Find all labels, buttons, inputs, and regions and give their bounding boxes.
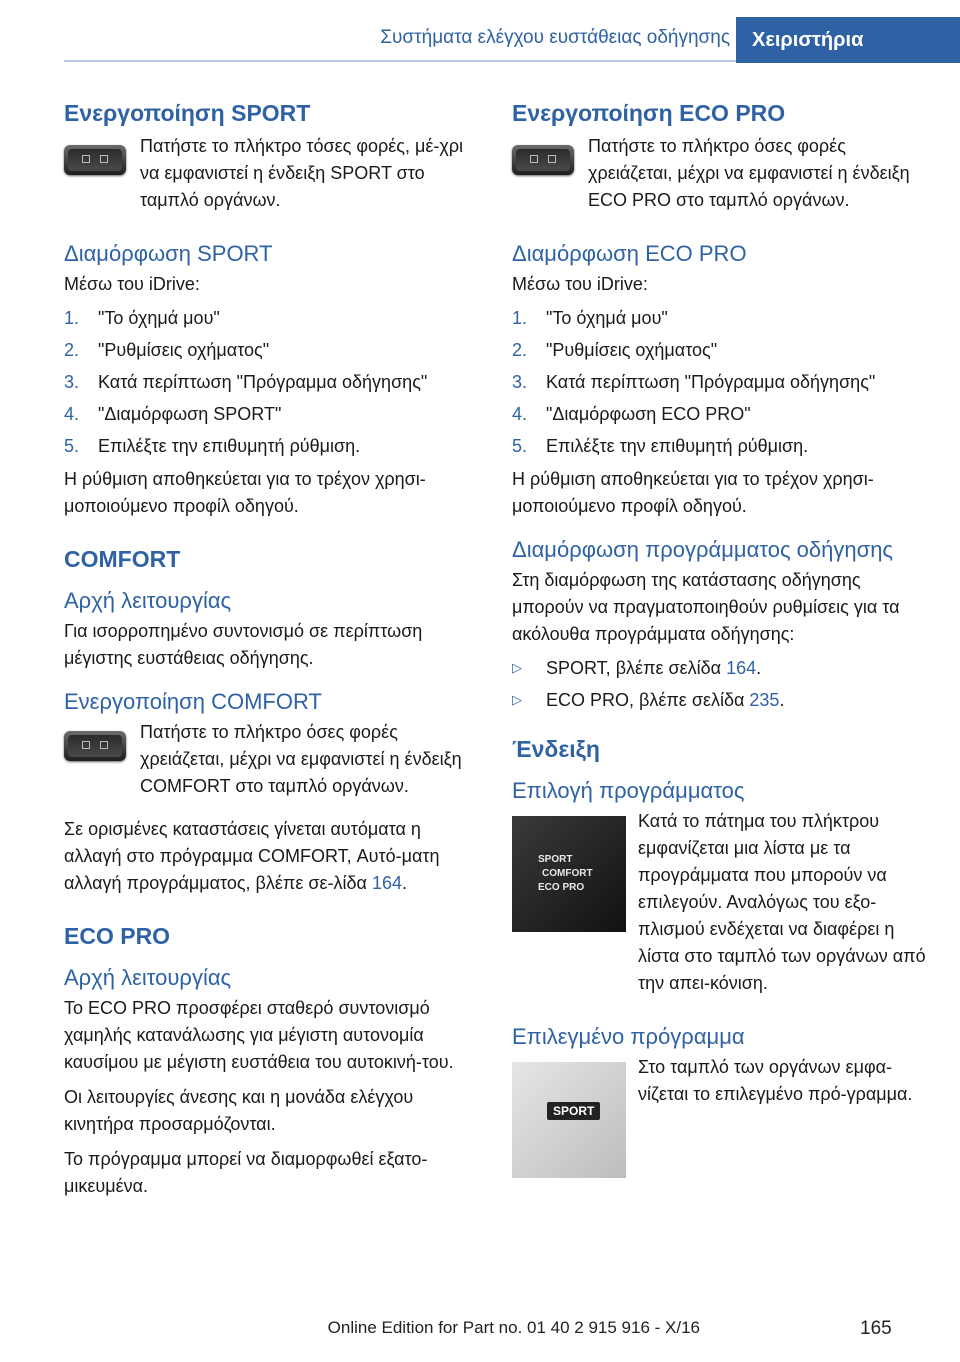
list-item: ▷ ECO PRO, βλέπε σελίδα 235.: [512, 684, 928, 716]
list-item: 1. "Το όχημά μου": [512, 308, 668, 328]
right-column: [512, 100, 928, 1178]
heading-sport-on: Ενεργοποίηση SPORT: [64, 100, 311, 126]
list-item: 2. "Ρυθμίσεις οχήματος": [64, 340, 270, 360]
selected-program-screen: [512, 1062, 626, 1178]
eco-text-2: Οι λειτουργίες άνεσης και η μονάδα ελέγχου κινητήρα προσαρμόζονται.: [64, 1087, 414, 1134]
program-list-screen: SPORT COMFORT ECO PRO: [512, 816, 626, 932]
selected-program-text: Στο ταμπλό των οργάνων εμφα-νίζεται το επιλεγμένο πρό-γραμμα.: [638, 1057, 913, 1104]
sport-badge: SPORT: [547, 1102, 600, 1120]
select-program-block: [512, 808, 928, 997]
list-item: 4. "Διαμόρφωση SPORT": [64, 404, 282, 424]
prog-cfg-list: [512, 652, 928, 716]
list-item: 3. Κατά περίπτωση "Πρόγραμμα οδήγησης": [512, 372, 876, 392]
drive-mode-switch-icon: [64, 145, 126, 175]
list-item: 2. "Ρυθμίσεις οχήματος": [512, 340, 718, 360]
list-item: 5. Επιλέξτε την επιθυμητή ρύθμιση.: [64, 436, 361, 456]
prog-cfg-text: Στη διαμόρφωση της κατάστασης οδήγησης μπορούν να πραγματοποιηθούν ρυθμίσεις για τα ακόλουθα προγράμματα οδήγησης:: [512, 570, 900, 644]
triangle-bullet-icon: ▷: [512, 692, 522, 707]
selected-program-block: [512, 1054, 928, 1178]
heading-eco-on: Ενεργοποίηση ECO PRO: [512, 100, 786, 126]
eco-on-text: Πατήστε το πλήκτρο όσες φορές χρειάζεται, μέχρι να εμφανιστεί η ένδειξη ECO PRO στο ταμπλό οργάνων.: [588, 136, 910, 210]
eco-cfg-intro: Μέσω του iDrive:: [512, 274, 648, 294]
sport-on-text: Πατήστε το πλήκτρο τόσες φορές, μέ-χρι να εμφανιστεί η ένδειξη SPORT στο ταμπλό οργάνων.: [140, 136, 464, 210]
heading-comfort: COMFORT: [64, 546, 181, 572]
list-item: 4. "Διαμόρφωση ECO PRO": [512, 404, 751, 424]
comfort-auto-text: Σε ορισμένες καταστάσεις γίνεται αυτόματα η αλλαγή στο πρόγραμμα COMFORT, Αυτό-ματη αλλαγή προγράμματος, βλέπε σε-λίδα 164.: [64, 819, 440, 893]
list-item: ▷ SPORT, βλέπε σελίδα 164.: [512, 652, 928, 684]
heading-sport-cfg: Διαμόρφωση SPORT: [64, 241, 273, 266]
comfort-principle-text: Για ισορροπημένο συντονισμό σε περίπτωση μέγιστης ευστάθειας οδήγησης.: [64, 621, 423, 668]
heading-display: Ένδειξη: [512, 736, 600, 762]
footer-edition: Online Edition for Part no. 01 40 2 915 916 - X/16: [327, 1318, 700, 1337]
list-item: 1. "Το όχημά μου": [64, 308, 220, 328]
eco-cfg-note: Η ρύθμιση αποθηκεύεται για το τρέχον χρησι-μοποιούμενο προφίλ οδηγού.: [512, 469, 874, 516]
chapter-tab: Χειριστήρια: [736, 17, 960, 63]
page-number: 165: [860, 1318, 892, 1339]
heading-selected-program: Επιλεγμένο πρόγραμμα: [512, 1024, 745, 1049]
eco-text-1: Το ECO PRO προσφέρει σταθερό συντονισμό χαμηλής κατανάλωσης για μέγιστη αυτονομία καυσίμου με μέγιστη ευστάθεια του αυτοκινή-του.: [64, 998, 454, 1072]
eco-cfg-steps: [512, 302, 928, 462]
list-item: 5. Επιλέξτε την επιθυμητή ρύθμιση.: [512, 436, 809, 456]
sport-cfg-steps: [64, 302, 480, 462]
heading-comfort-on: Ενεργοποίηση COMFORT: [64, 689, 322, 714]
heading-eco: ECO PRO: [64, 923, 171, 949]
eco-on-block: [512, 133, 928, 214]
heading-eco-principle: Αρχή λειτουργίας: [64, 965, 232, 990]
drive-mode-switch-icon: [512, 145, 574, 175]
heading-prog-cfg: Διαμόρφωση προγράμματος οδήγησης: [512, 537, 894, 562]
drive-mode-switch-icon: [64, 731, 126, 761]
comfort-on-text: Πατήστε το πλήκτρο όσες φορές χρειάζεται, μέχρι να εμφανιστεί η ένδειξη COMFORT στο ταμπλό οργάνων.: [140, 722, 462, 796]
header-rule: [64, 60, 736, 62]
list-item: 3. Κατά περίπτωση "Πρόγραμμα οδήγησης": [64, 372, 428, 392]
heading-comfort-principle: Αρχή λειτουργίας: [64, 588, 232, 613]
running-header: Συστήματα ελέγχου ευστάθειας οδήγησης: [380, 27, 730, 48]
page-link[interactable]: 164: [726, 658, 757, 678]
sport-on-block: [64, 133, 480, 214]
page-link[interactable]: 235: [749, 690, 780, 710]
sport-cfg-intro: Μέσω του iDrive:: [64, 274, 200, 294]
sport-cfg-note: Η ρύθμιση αποθηκεύεται για το τρέχον χρησι-μοποιούμενο προφίλ οδηγού.: [64, 469, 426, 516]
select-program-text: Κατά το πάτημα του πλήκτρου εμφανίζεται μια λίστα με τα προγράμματα που μπορούν να επιλεγούν. Αναλόγως του εξο-πλισμού ενδέχεται να διαφέρει η λίστα στο ταμπλό των οργάνων από την απει-κόνιση.: [638, 811, 926, 993]
heading-select-program: Επιλογή προγράμματος: [512, 778, 745, 803]
eco-text-3: Το πρόγραμμα μπορεί να διαμορφωθεί εξατο-μικευμένα.: [64, 1149, 428, 1196]
page-link[interactable]: 164: [371, 873, 402, 893]
comfort-on-block: [64, 719, 480, 800]
triangle-bullet-icon: ▷: [512, 660, 522, 675]
left-column: [64, 100, 480, 1200]
heading-eco-cfg: Διαμόρφωση ECO PRO: [512, 241, 747, 266]
